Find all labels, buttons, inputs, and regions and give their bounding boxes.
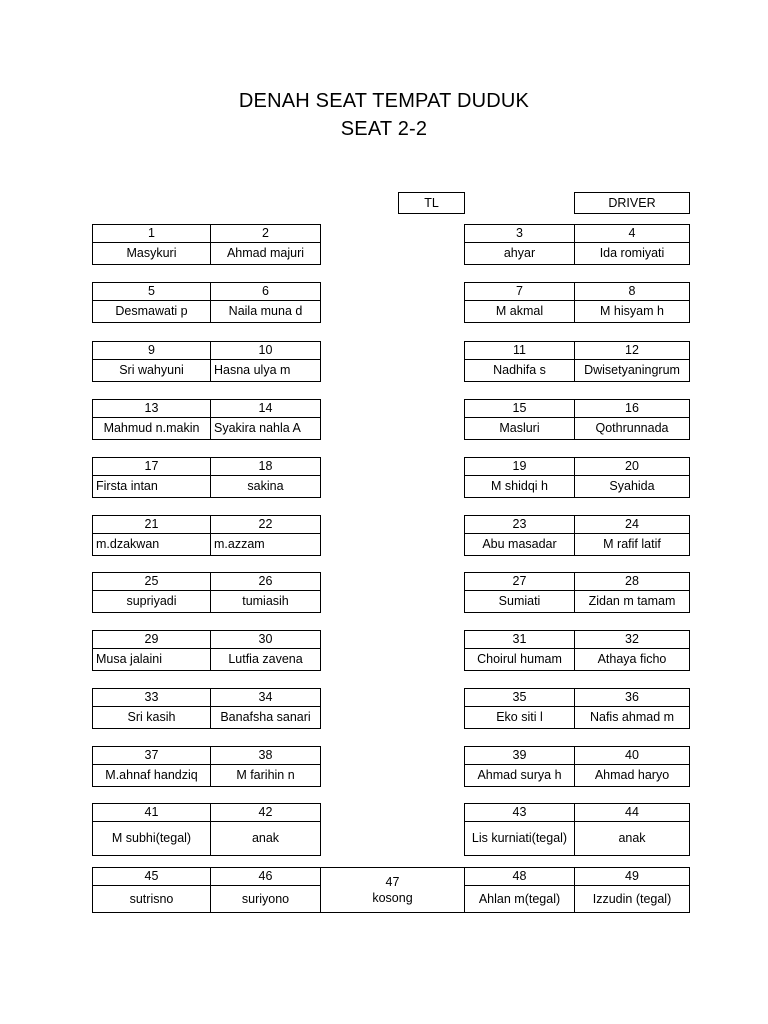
- page-subtitle: SEAT 2-2: [340, 118, 428, 140]
- seat-pair-right: [464, 515, 690, 556]
- seat-name: M rafif latif: [603, 537, 661, 551]
- seat-number: 33: [93, 689, 211, 707]
- seat-name: Ida romiyati: [599, 246, 665, 260]
- seat-number: 3: [465, 225, 575, 243]
- seat-name: Abu masadar: [465, 534, 575, 555]
- seat-number: 24: [575, 516, 689, 534]
- seat-number: 20: [575, 458, 689, 476]
- seat-pair-right: [464, 341, 690, 382]
- seat-pair-right: [464, 867, 690, 913]
- seat-pair-left: [92, 282, 321, 323]
- seat-name: M akmal: [465, 301, 575, 322]
- seat-name: kosong: [372, 891, 413, 905]
- seat-number: 34: [211, 689, 320, 707]
- seat-number: 47: [385, 875, 400, 889]
- seat-name: Zidan m tamam: [588, 594, 676, 608]
- seat-name: Dwisetyaningrum: [584, 363, 680, 377]
- seat-number: 14: [211, 400, 320, 418]
- seat-name: Choirul humam: [465, 649, 575, 670]
- seat-name: anak: [618, 831, 646, 845]
- seat-pair-right: [464, 282, 690, 323]
- seat-number: 6: [211, 283, 320, 301]
- seat-pair-right: [464, 399, 690, 440]
- seat-number: 41: [93, 804, 211, 822]
- seat-number: 43: [465, 804, 575, 822]
- seat-name: Hasna ulya m: [214, 363, 291, 377]
- seat-name: Ahmad haryo: [594, 768, 670, 782]
- seat-pair-right: [464, 457, 690, 498]
- seat-name: Naila muna d: [228, 304, 303, 318]
- seat-number: 40: [575, 747, 689, 765]
- seat-number: 13: [93, 400, 211, 418]
- seat-pair-left: [92, 515, 321, 556]
- seat-pair-right: [464, 630, 690, 671]
- seat-number: 15: [465, 400, 575, 418]
- seat-number: 7: [465, 283, 575, 301]
- seat-pair-left: [92, 341, 321, 382]
- seat-pair-left: [92, 630, 321, 671]
- seat-number: 35: [465, 689, 575, 707]
- seat-pair-left: [92, 688, 321, 729]
- seat-pair-left: [92, 399, 321, 440]
- seat-name: Firsta intan: [93, 476, 211, 497]
- seat-number: 22: [211, 516, 320, 534]
- seat-number: 23: [465, 516, 575, 534]
- seat-number: 2: [211, 225, 320, 243]
- seat-number: 30: [211, 631, 320, 649]
- seat-number: 49: [575, 868, 689, 886]
- seat-name: Syakira nahla A: [214, 421, 301, 435]
- seat-name: Sri kasih: [93, 707, 211, 728]
- seat-47: [320, 867, 465, 913]
- seat-name: tumiasih: [242, 594, 289, 608]
- seat-pair-right: [464, 803, 690, 856]
- seat-name: Athaya ficho: [597, 652, 667, 666]
- seat-number: 42: [211, 804, 320, 822]
- seat-number: 27: [465, 573, 575, 591]
- seat-name: ahyar: [465, 243, 575, 264]
- seat-number: 18: [211, 458, 320, 476]
- seat-number: 10: [211, 342, 320, 360]
- seat-number: 16: [575, 400, 689, 418]
- seat-name: Izzudin (tegal): [592, 891, 672, 906]
- seat-number: 12: [575, 342, 689, 360]
- seat-name: Lis kurniati(tegal): [465, 822, 575, 855]
- seat-pair-left: [92, 457, 321, 498]
- seat-name: M subhi(tegal): [93, 822, 211, 855]
- seat-number: 39: [465, 747, 575, 765]
- seat-pair-left: [92, 867, 321, 913]
- page-title: DENAH SEAT TEMPAT DUDUK: [238, 90, 530, 112]
- seat-name: Qothrunnada: [595, 421, 669, 435]
- seat-number: 31: [465, 631, 575, 649]
- seat-number: 38: [211, 747, 320, 765]
- seat-number: 46: [211, 868, 320, 886]
- seat-pair-right: [464, 572, 690, 613]
- seat-number: 28: [575, 573, 689, 591]
- seat-number: 9: [93, 342, 211, 360]
- seat-pair-left: [92, 224, 321, 265]
- seat-name: m.azzam: [214, 537, 265, 551]
- seat-number: 11: [465, 342, 575, 360]
- seat-name: sakina: [247, 479, 284, 493]
- seat-name: Lutfia zavena: [228, 652, 303, 666]
- seat-name: Ahmad majuri: [226, 246, 305, 260]
- seat-name: Masykuri: [93, 243, 211, 264]
- seat-name: Banafsha sanari: [220, 710, 311, 724]
- seat-pair-right: [464, 688, 690, 729]
- seat-name: Musa jalaini: [93, 649, 211, 670]
- seat-name: Nadhifa s: [465, 360, 575, 381]
- seat-name: M farihin n: [236, 768, 295, 782]
- seat-number: 1: [93, 225, 211, 243]
- seat-number: 19: [465, 458, 575, 476]
- seat-name: anak: [251, 831, 280, 845]
- driver-box: DRIVER: [574, 192, 690, 214]
- seat-name: m.dzakwan: [93, 534, 211, 555]
- seat-number: 5: [93, 283, 211, 301]
- seat-number: 36: [575, 689, 689, 707]
- seat-number: 26: [211, 573, 320, 591]
- seat-pair-left: [92, 803, 321, 856]
- seat-number: 37: [93, 747, 211, 765]
- seat-number: 4: [575, 225, 689, 243]
- seat-name: Eko siti l: [465, 707, 575, 728]
- seat-name: M shidqi h: [465, 476, 575, 497]
- seat-number: 21: [93, 516, 211, 534]
- seat-name: suriyono: [241, 891, 290, 906]
- seat-number: 45: [93, 868, 211, 886]
- seat-name: Nafis ahmad m: [589, 710, 675, 724]
- seat-number: 29: [93, 631, 211, 649]
- seat-name: Sumiati: [465, 591, 575, 612]
- seat-name: supriyadi: [93, 591, 211, 612]
- seat-number: 17: [93, 458, 211, 476]
- seat-pair-right: [464, 746, 690, 787]
- seat-name: Syahida: [609, 479, 655, 493]
- seat-name: Ahlan m(tegal): [465, 886, 575, 912]
- seat-number: 44: [575, 804, 689, 822]
- seat-name: M.ahnaf handziq: [93, 765, 211, 786]
- seat-number: 8: [575, 283, 689, 301]
- seat-name: M hisyam h: [600, 304, 664, 318]
- seat-number: 32: [575, 631, 689, 649]
- seat-pair-left: [92, 746, 321, 787]
- seat-name: sutrisno: [93, 886, 211, 912]
- seat-pair-left: [92, 572, 321, 613]
- seat-name: Ahmad surya h: [465, 765, 575, 786]
- tl-box: TL: [398, 192, 465, 214]
- seat-name: Desmawati p: [93, 301, 211, 322]
- seat-number: 48: [465, 868, 575, 886]
- seat-name: Sri wahyuni: [93, 360, 211, 381]
- seat-pair-right: [464, 224, 690, 265]
- seat-number: 25: [93, 573, 211, 591]
- seat-name: Mahmud n.makin: [93, 418, 211, 439]
- seat-name: Masluri: [465, 418, 575, 439]
